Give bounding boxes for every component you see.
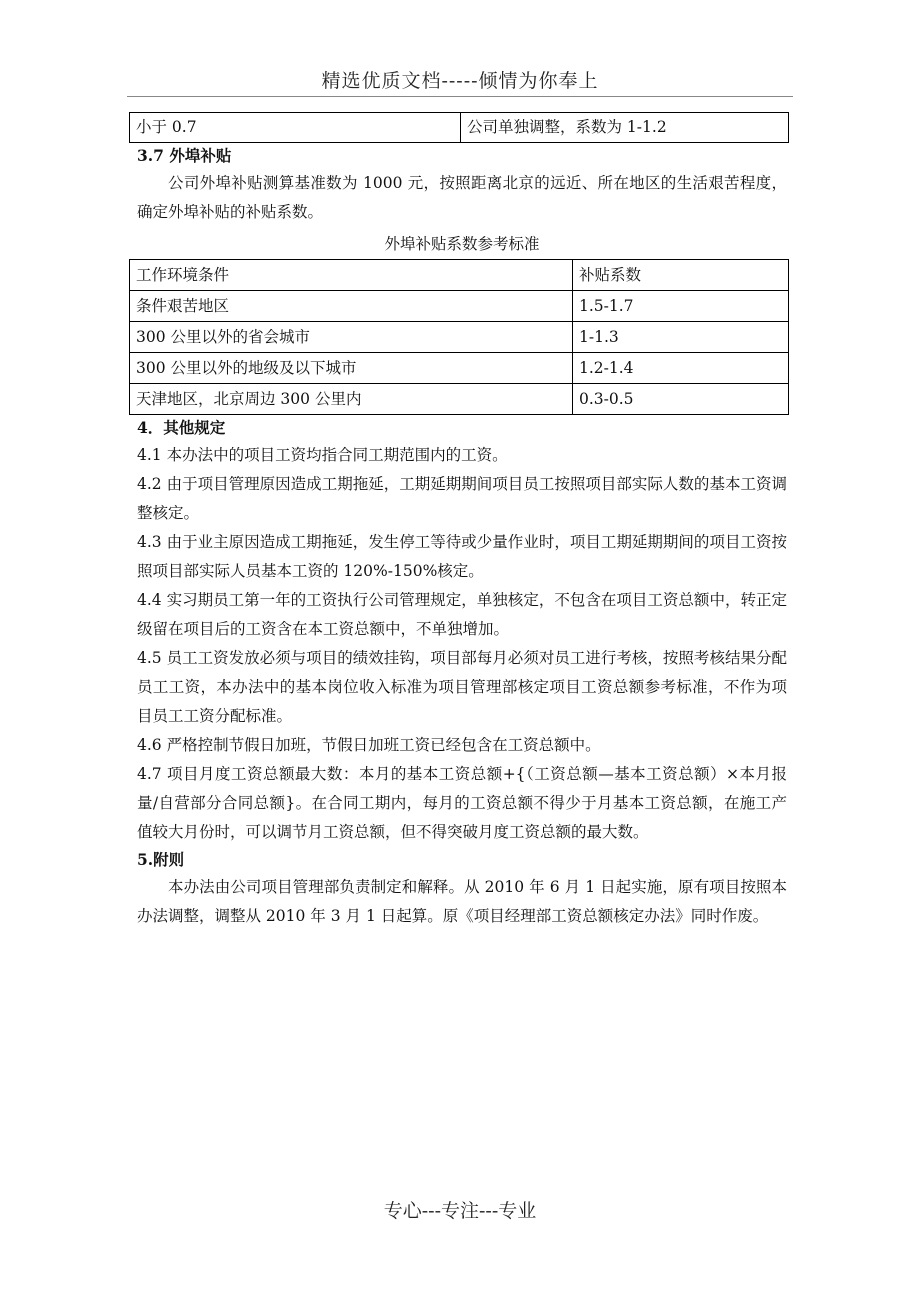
table-row	[130, 353, 789, 384]
column-header: 补贴系数	[573, 260, 789, 291]
list-item: 4.1 本办法中的项目工资均指合同工期范围内的工资。	[137, 446, 508, 464]
section-3-7-paragraph: 公司外埠补贴测算基准数为 1000 元，按照距离北京的远近、所在地区的生活艰苦程度，确定外埠补贴的补贴系数。	[137, 174, 787, 221]
coefficient-table-continued	[129, 112, 789, 143]
table-cell: 0.3-0.5	[573, 384, 789, 415]
table-cell: 1-1.3	[573, 322, 789, 353]
list-item: 4.2 由于项目管理原因造成工期拖延，工期延期期间项目员工按照项目部实际人数的基本工资调整核定。	[137, 475, 787, 522]
table-caption: 外埠补贴系数参考标准	[384, 235, 540, 253]
page-header: 精选优质文档-----倾情为你奉上	[321, 70, 599, 92]
table-header-row	[130, 260, 789, 291]
table-cell: 条件艰苦地区	[130, 291, 573, 322]
table-cell: 天津地区，北京周边 300 公里内	[130, 384, 573, 415]
table-cell: 300 公里以外的地级及以下城市	[130, 353, 573, 384]
column-header: 工作环境条件	[130, 260, 573, 291]
page-footer: 专心---专注---专业	[383, 1200, 537, 1222]
list-item: 4.3 由于业主原因造成工期拖延，发生停工等待或少量作业时，项目工期延期期间的项目工资按照项目部实际人员基本工资的 120%-150%核定。	[137, 533, 787, 580]
table-cell: 1.2-1.4	[573, 353, 789, 384]
table-row	[130, 291, 789, 322]
allowance-coefficient-table	[129, 259, 789, 415]
section-heading-5: 5.附则	[137, 850, 185, 869]
section-heading-3-7: 3.7 外埠补贴	[137, 146, 232, 165]
list-item: 4.7 项目月度工资总额最大数：本月的基本工资总额+{（工资总额—基本工资总额）×本月报量/自营部分合同总额}。在合同工期内，每月的工资总额不得少于月基本工资总额，在施工产值较大月份时，可以调节月工资总额，但不得突破月度工资总额的最大数。	[137, 765, 787, 841]
list-item: 4.5 员工工资发放必须与项目的绩效挂钩，项目部每月必须对员工进行考核，按照考核结果分配员工工资，本办法中的基本岗位收入标准为项目管理部核定项目工资总额参考标准，不作为项目员工工资分配标准。	[137, 649, 787, 725]
table-row	[130, 113, 789, 143]
table-row	[130, 384, 789, 415]
table-cell: 公司单独调整，系数为 1-1.2	[461, 113, 789, 143]
table-cell: 小于 0.7	[130, 113, 461, 143]
table-row	[130, 322, 789, 353]
document-body	[137, 112, 787, 931]
table-cell: 1.5-1.7	[573, 291, 789, 322]
section-heading-4: 4．其他规定	[137, 418, 226, 437]
list-item: 4.6 严格控制节假日加班，节假日加班工资已经包含在工资总额中。	[137, 736, 601, 754]
header-divider	[127, 96, 793, 97]
table-cell: 300 公里以外的省会城市	[130, 322, 573, 353]
section-5-paragraph: 本办法由公司项目管理部负责制定和解释。从 2010 年 6 月 1 日起实施，原有项目按照本办法调整，调整从 2010 年 3 月 1 日起算。原《项目经理部工资总额核定办法》同时作废。	[137, 878, 787, 925]
list-item: 4.4 实习期员工第一年的工资执行公司管理规定，单独核定，不包含在项目工资总额中，转正定级留在项目后的工资含在本工资总额中，不单独增加。	[137, 591, 787, 638]
